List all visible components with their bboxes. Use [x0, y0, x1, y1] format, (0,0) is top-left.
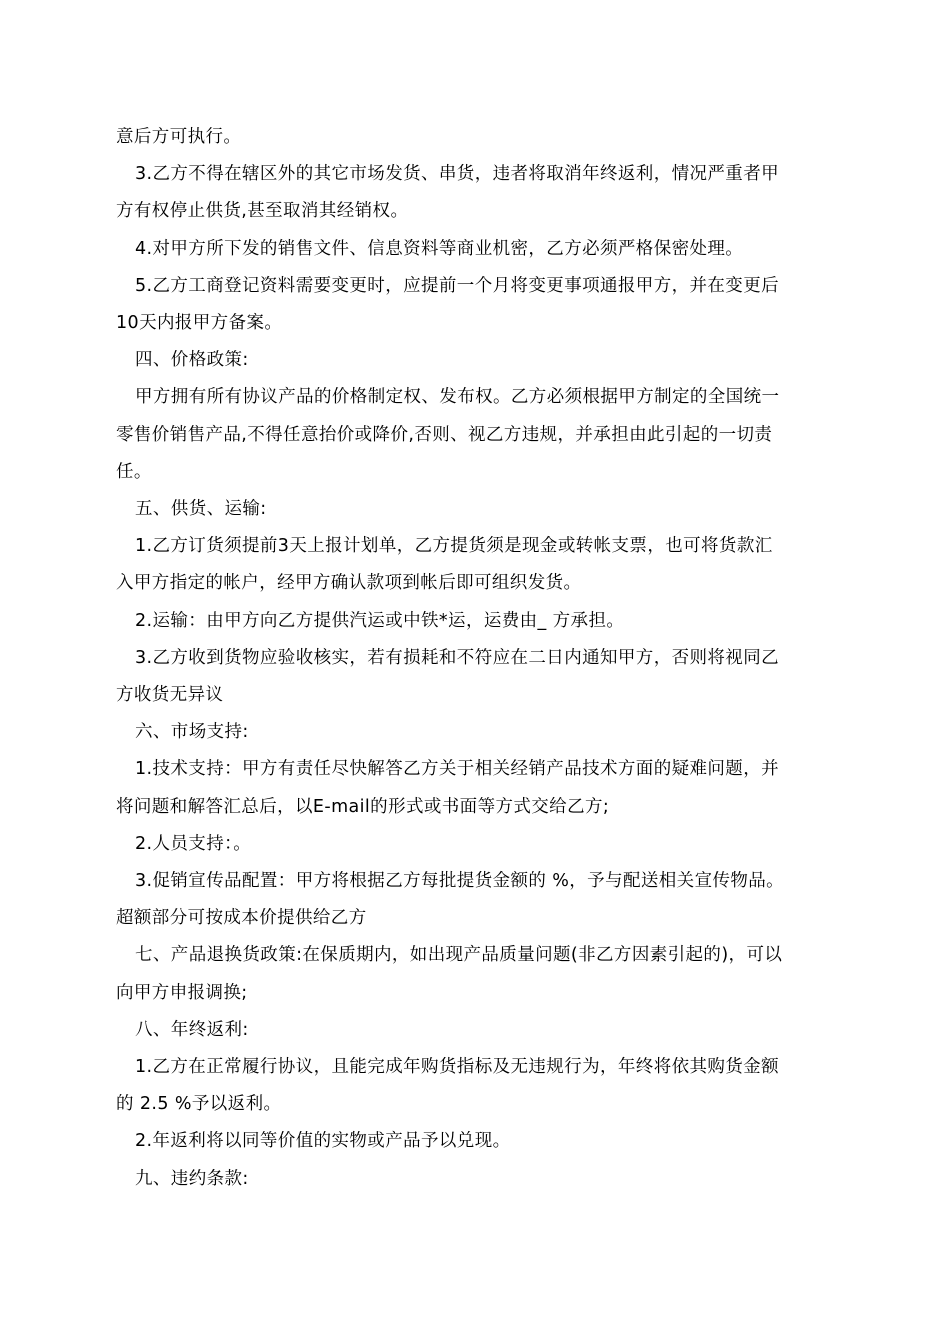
text-line: 1.技术支持：甲方有责任尽快解答乙方关于相关经销产品技术方面的疑难问题，并	[135, 759, 779, 780]
paragraph-continuation	[116, 119, 836, 156]
text-line: 将问题和解答汇总后，以E-mail的形式或书面等方式交给乙方;	[116, 796, 610, 817]
text-line: 3.乙方收到货物应验收核实，若有损耗和不符应在二日内通知甲方，否则将视同乙	[135, 647, 779, 668]
section-heading-market-support	[116, 714, 836, 751]
section-heading-annual-rebate	[116, 1012, 836, 1049]
paragraph-supply-3-inspection	[116, 640, 836, 714]
document-body	[116, 119, 836, 1198]
section-heading-price-policy	[116, 342, 836, 379]
section-heading-returns-policy	[116, 937, 836, 1011]
text-line: 方有权停止供货,甚至取消其经销权。	[116, 201, 409, 222]
text-line: 七、产品退换货政策:在保质期内，如出现产品质量问题(非乙方因素引起的)，可以	[135, 945, 783, 966]
text-line: 2.年返利将以同等价值的实物或产品予以兑现。	[135, 1131, 511, 1152]
text-line: 入甲方指定的帐户，经甲方确认款项到帐后即可组织发货。	[116, 573, 582, 594]
text-line: 5.乙方工商登记资料需要变更时，应提前一个月将变更事项通报甲方，并在变更后	[135, 275, 779, 296]
text-line: 4.对甲方所下发的销售文件、信息资料等商业机密，乙方必须严格保密处理。	[135, 238, 744, 259]
paragraph-clause-4-confidentiality	[116, 231, 836, 268]
paragraph-supply-2-transport	[116, 603, 836, 640]
text-line: 五、供货、运输:	[135, 499, 267, 520]
paragraph-supply-1-ordering	[116, 528, 836, 602]
text-line: 零售价销售产品,不得任意抬价或降价,否则、视乙方违规，并承担由此引起的一切责	[116, 424, 773, 445]
section-heading-supply-transport	[116, 491, 836, 528]
paragraph-support-2-personnel	[116, 826, 836, 863]
text-line: 六、市场支持:	[135, 722, 249, 743]
text-line: 1.乙方在正常履行协议，且能完成年购货指标及无违规行为，年终将依其购货金额	[135, 1057, 779, 1078]
section-heading-breach-terms	[116, 1161, 836, 1198]
text-line: 任。	[116, 461, 152, 482]
text-line: 1.乙方订货须提前3天上报计划单，乙方提货须是现金或转帐支票，也可将货款汇	[135, 536, 773, 557]
text-line: 八、年终返利:	[135, 1019, 249, 1040]
text-line: 的 2.5 %予以返利。	[116, 1094, 282, 1115]
paragraph-support-1-technical	[116, 751, 836, 825]
paragraph-rebate-1	[116, 1049, 836, 1123]
text-line: 九、违约条款:	[135, 1168, 249, 1189]
text-line: 方收货无异议	[116, 685, 224, 706]
text-line: 2.人员支持：。	[135, 833, 252, 854]
text-line: 四、价格政策:	[135, 350, 249, 371]
paragraph-clause-5-registration	[116, 268, 836, 342]
paragraph-rebate-2	[116, 1123, 836, 1160]
text-line: 2.运输：由甲方向乙方提供汽运或中铁*运，运费由_ 方承担。	[135, 610, 625, 631]
text-line: 超额部分可按成本价提供给乙方	[116, 908, 367, 929]
paragraph-clause-3-territory	[116, 156, 836, 230]
text-line: 3.促销宣传品配置：甲方将根据乙方每批提货金额的 %，予与配送相关宣传物品。	[135, 871, 785, 892]
paragraph-price-policy	[116, 379, 836, 491]
text-line: 意后方可执行。	[116, 127, 242, 147]
text-line: 甲方拥有所有协议产品的价格制定权、发布权。乙方必须根据甲方制定的全国统一	[135, 387, 780, 408]
text-line: 向甲方申报调换;	[116, 982, 248, 1003]
paragraph-support-3-promotion	[116, 863, 836, 937]
text-line: 10天内报甲方备案。	[116, 313, 283, 334]
text-line: 3.乙方不得在辖区外的其它市场发货、串货，违者将取消年终返利，情况严重者甲	[135, 164, 779, 185]
